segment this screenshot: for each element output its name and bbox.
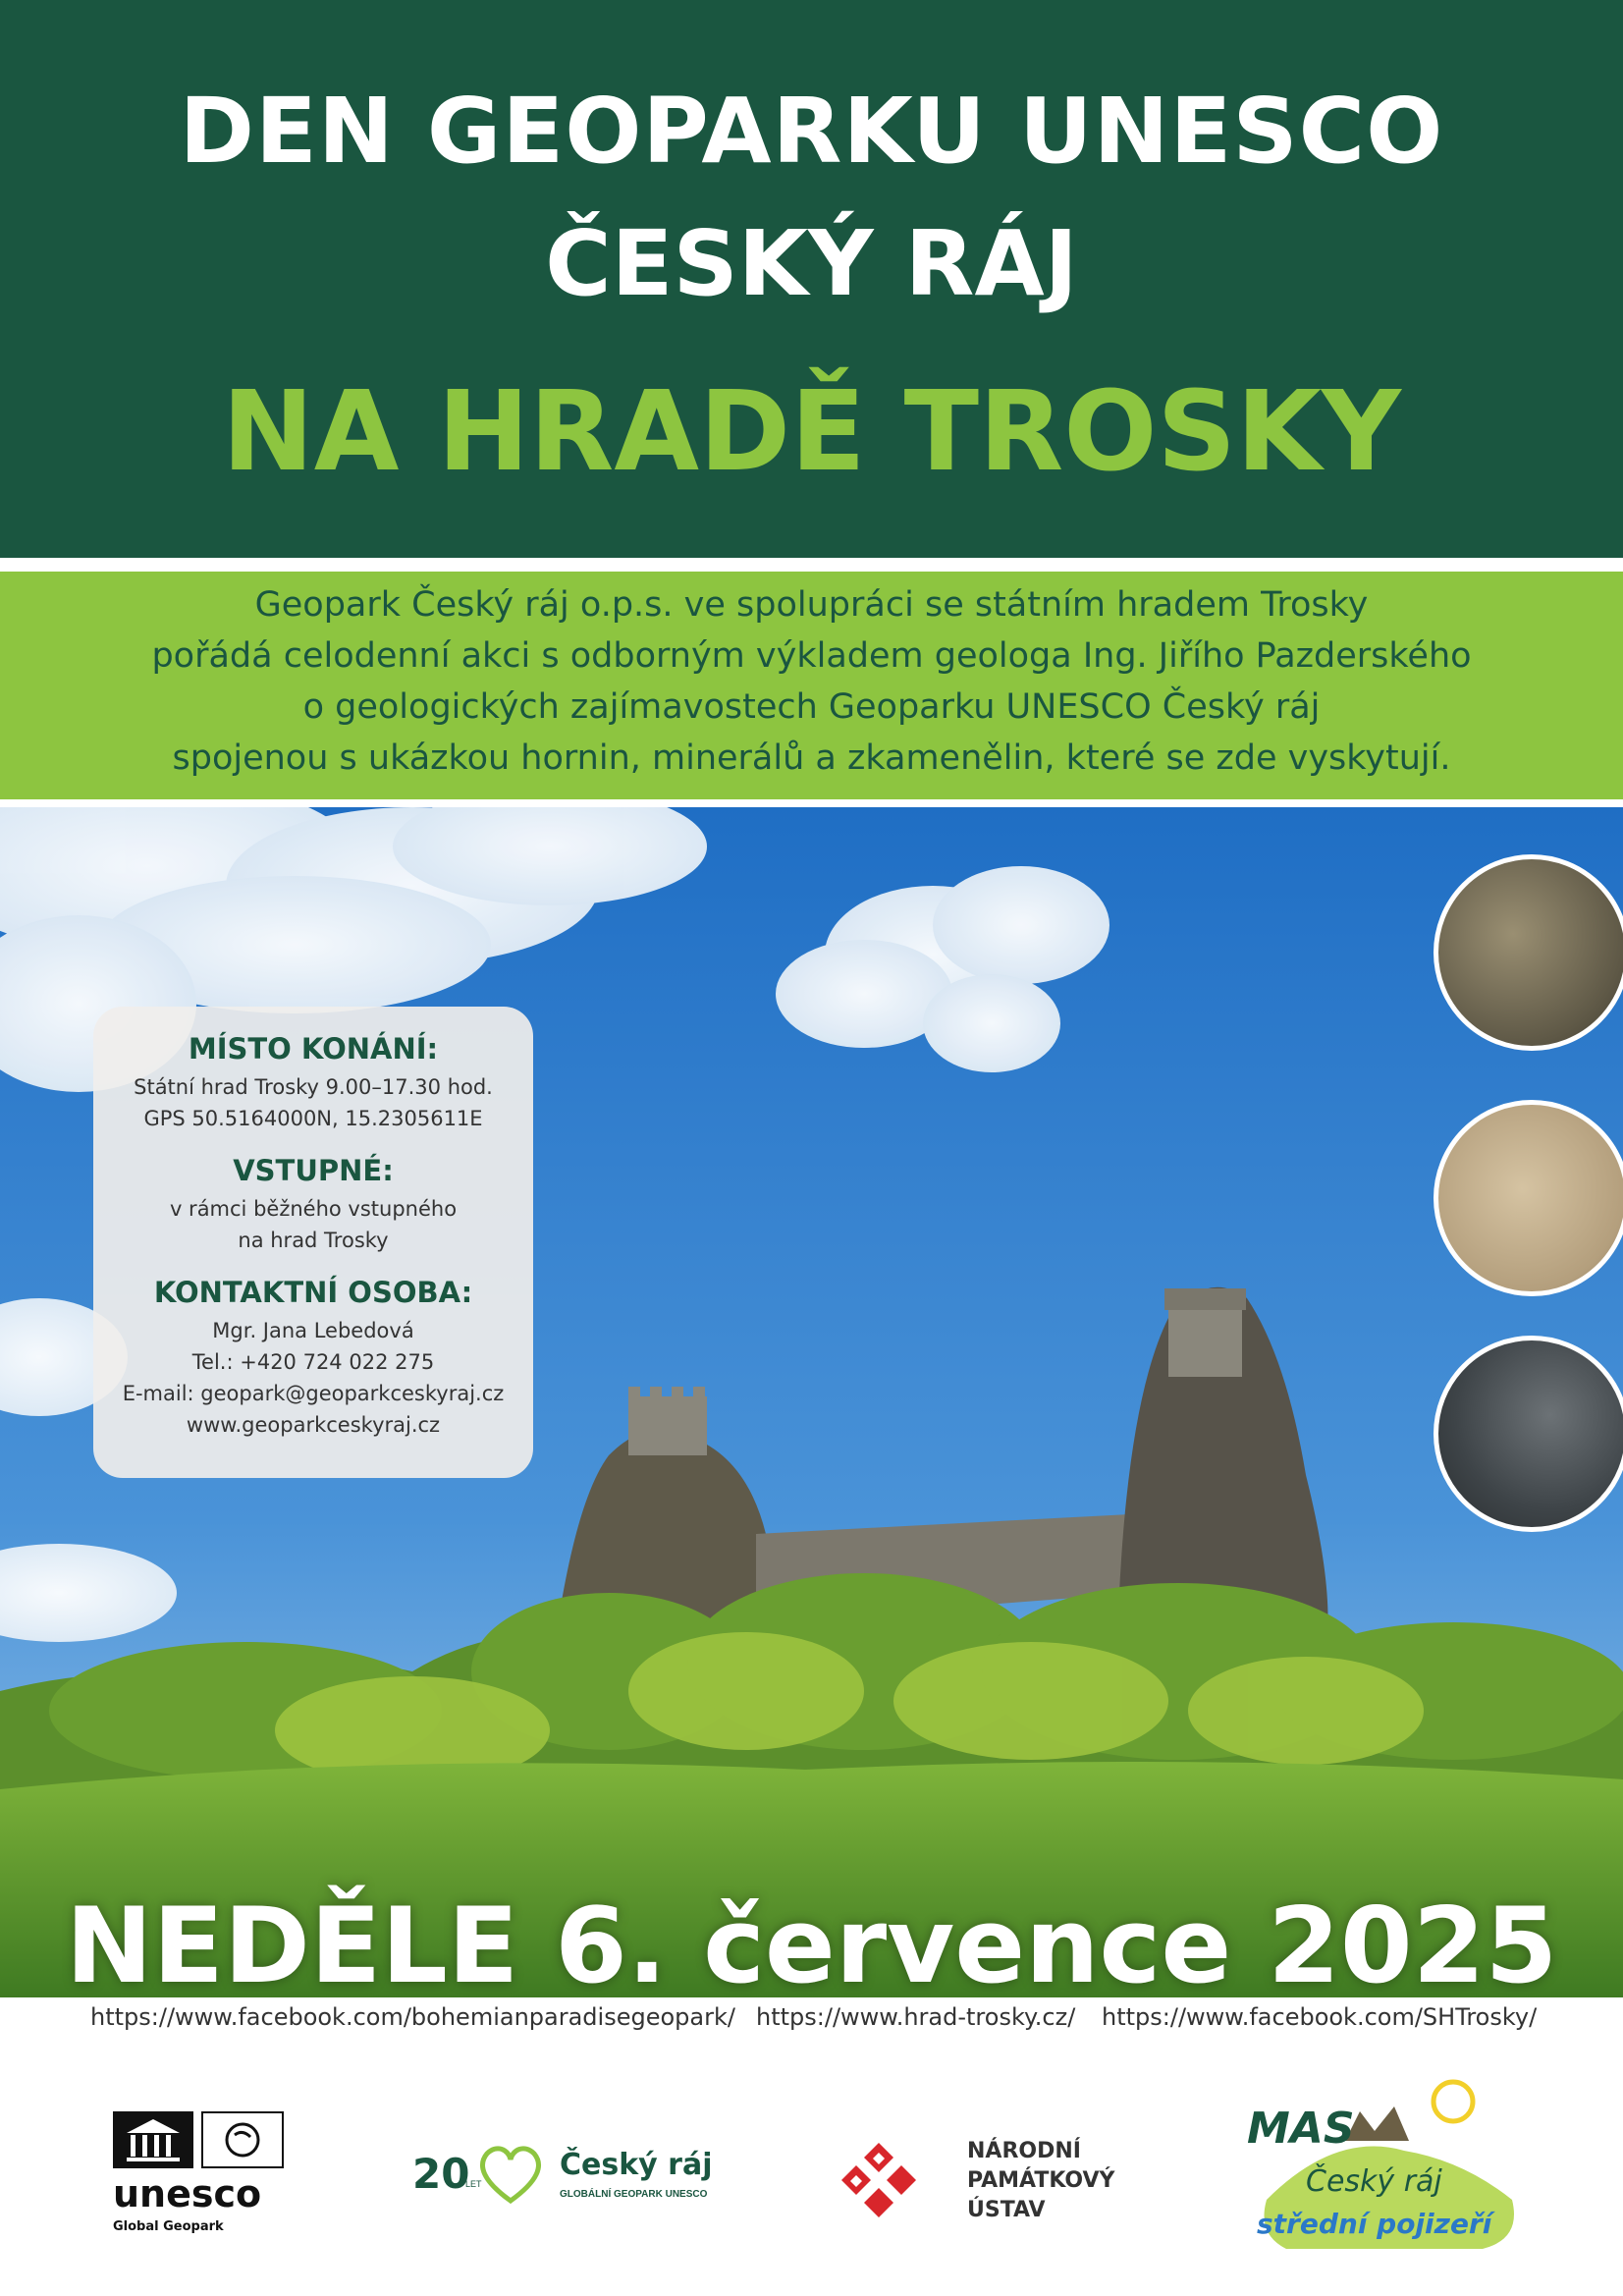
venue-line-1: Státní hrad Trosky 9.00–17.30 hod. [134,1075,493,1099]
geopark-name: Český ráj [560,2148,713,2182]
unesco-temple-icon [113,2111,193,2168]
hrad-trosky-link[interactable]: https://www.hrad-trosky.cz/ [756,2003,1076,2031]
rock-sample-sandstone [1434,1100,1623,1296]
npu-logo [835,2131,1119,2239]
title-line-3: NA HRADĚ TROSKY [222,368,1401,496]
title-line-2: ČESKÝ RÁJ [545,211,1078,316]
npu-line-1: NÁRODNÍ [967,2139,1081,2163]
intro-line-3: o geologických zajímavostech Geoparku UNESCO Český ráj [302,687,1321,727]
geopark-subtitle: GLOBÁLNÍ GEOPARK UNESCO [560,2189,708,2200]
heart-icon [473,2136,548,2211]
unesco-subtitle: Global Geopark [113,2219,224,2234]
intro-line-1: Geopark Český ráj o.p.s. ve spolupráci se státním hradem Trosky [254,585,1369,625]
npu-line-2: PAMÁTKOVÝ [967,2168,1115,2193]
contact-heading: KONTAKTNÍ OSOBA: [153,1276,473,1309]
header-banner [0,0,1623,558]
contact-email[interactable]: E-mail: geopark@geoparkceskyraj.cz [122,1382,505,1405]
geopark-years: 20 [412,2150,470,2198]
venue-line-2: GPS 50.5164000N, 15.2305611E [143,1107,483,1130]
fee-line-1: v rámci běžného vstupného [169,1197,458,1221]
geopark-years-unit: LET [465,2179,482,2189]
geopark-globe-icon [201,2111,284,2168]
event-date: NEDĚLE 6. července 2025 [65,1886,1558,2006]
intro-band [0,572,1623,799]
title-line-1: DEN GEOPARKU UNESCO [179,79,1444,184]
intro-line-4: spojenou s ukázkou hornin, minerálů a zkamenělin, které se zde vyskytují. [172,738,1451,778]
info-box [93,1007,533,1478]
npu-emblem-icon [835,2141,923,2219]
mas-line-2: střední pojizeří [1257,2208,1492,2240]
facebook-geopark-link[interactable]: https://www.facebook.com/bohemianparadisegeopark/ [90,2003,735,2031]
intro-line-2: pořádá celodenní akci s odborným výkladem geologa Ing. Jiřího Pazderského [151,636,1472,676]
geopark-20-logo [412,2136,727,2214]
mas-logo [1247,2072,1542,2269]
facebook-trosky-link[interactable]: https://www.facebook.com/SHTrosky/ [1102,2003,1538,2031]
unesco-wordmark: unesco [113,2172,262,2215]
contact-name: Mgr. Jana Lebedová [212,1319,414,1342]
mas-line-1: Český ráj [1306,2164,1442,2199]
rock-sample-slate [1434,854,1623,1051]
contact-phone: Tel.: +420 724 022 275 [191,1350,435,1374]
mas-wordmark: MAS [1247,2104,1355,2154]
fee-heading: VSTUPNÉ: [233,1154,394,1187]
fee-line-2: na hrad Trosky [238,1229,389,1252]
unesco-logo [108,2111,304,2234]
venue-heading: MÍSTO KONÁNÍ: [188,1032,439,1066]
npu-line-3: ÚSTAV [967,2198,1046,2222]
rock-sample-fossil [1434,1336,1623,1532]
contact-web-link[interactable]: www.geoparkceskyraj.cz [186,1413,441,1437]
